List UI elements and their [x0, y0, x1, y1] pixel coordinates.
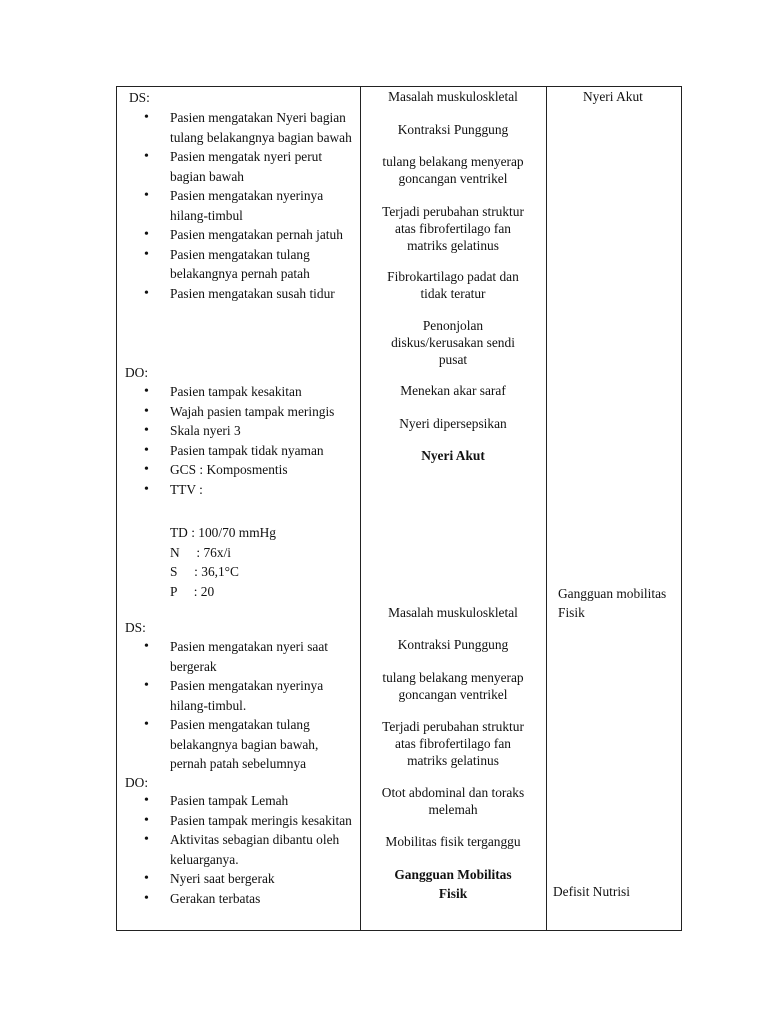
list-item: • Pasien tampak kesakitan	[117, 382, 360, 402]
etiology-step: Mobilitas fisik terganggu	[385, 834, 521, 849]
list-item: • Skala nyeri 3	[117, 421, 360, 441]
ds-list	[117, 637, 360, 774]
do-label: DO:	[125, 775, 149, 790]
etiology-step: Kontraksi Punggung	[397, 637, 509, 652]
list-item: • Pasien mengatakan tulang belakangnya bagian bawah, pernah patah sebelumnya	[117, 715, 360, 774]
ttv-s: S : 36,1°C	[170, 564, 239, 579]
problem-item: Gangguan mobilitas Fisik	[558, 586, 667, 620]
do-list	[117, 382, 360, 499]
list-item: • Pasien tampak tidak nyaman	[117, 441, 360, 461]
etiology-step: Nyeri dipersepsikan	[399, 416, 507, 431]
problem-column	[546, 87, 683, 930]
etiology-step: Masalah muskuloskletal	[388, 605, 518, 620]
list-item: • Gerakan terbatas	[117, 889, 360, 909]
list-item: • Pasien mengatakan nyeri saat bergerak	[117, 637, 360, 676]
list-item: • Pasien mengatakan nyerinya hilang-timbul	[117, 186, 360, 225]
do-label: DO:	[125, 365, 149, 380]
problem-item: Nyeri Akut	[583, 89, 643, 104]
etiology-step: Menekan akar saraf	[400, 383, 506, 398]
list-item: • Wajah pasien tampak meringis	[117, 402, 360, 422]
list-item: • Nyeri saat bergerak	[117, 869, 360, 889]
analysis-table	[116, 86, 682, 931]
ttv-n: N : 76x/i	[170, 545, 232, 560]
diagnosis-result: Gangguan Mobilitas Fisik	[394, 867, 512, 901]
ds-label: DS:	[125, 620, 146, 635]
data-column	[117, 87, 360, 930]
etiology-step: Fibrokartilago padat dan tidak teratur	[387, 269, 519, 301]
etiology-step: Masalah muskuloskletal	[388, 89, 518, 104]
diagnosis-result: Nyeri Akut	[421, 448, 485, 463]
list-item: • Pasien tampak meringis kesakitan	[117, 811, 360, 831]
etiology-step: tulang belakang menyerap goncangan ventrikel	[382, 154, 524, 186]
list-item: • Pasien mengatakan susah tidur	[117, 284, 360, 304]
ttv-td: TD : 100/70 mmHg	[170, 525, 277, 540]
ds-list	[117, 108, 360, 303]
etiology-step: Terjadi perubahan struktur atas fibrofertilago fan matriks gelatinus	[382, 204, 524, 253]
etiology-step: tulang belakang menyerap goncangan ventrikel	[382, 670, 524, 702]
list-item: • Pasien mengatakan Nyeri bagian tulang belakangnya bagian bawah	[117, 108, 360, 147]
ds-label: DS:	[129, 90, 150, 105]
problem-item: Defisit Nutrisi	[553, 884, 630, 899]
etiology-step: Otot abdominal dan toraks melemah	[381, 785, 525, 817]
etiology-step: Kontraksi Punggung	[397, 122, 509, 137]
list-item: • Pasien mengatakan tulang belakangnya pernah patah	[117, 245, 360, 284]
ttv-p: P : 20	[170, 584, 215, 599]
do-list	[117, 791, 360, 908]
etiology-step: Penonjolan diskus/kerusakan sendi pusat	[391, 318, 515, 367]
list-item: • Pasien mengatakan nyerinya hilang-timbul.	[117, 676, 360, 715]
list-item: • Pasien mengatak nyeri perut bagian bawah	[117, 147, 360, 186]
list-item: • Pasien mengatakan pernah jatuh	[117, 225, 360, 245]
etiology-column	[360, 87, 546, 930]
list-item: • Pasien tampak Lemah	[117, 791, 360, 811]
etiology-step: Terjadi perubahan struktur atas fibrofertilago fan matriks gelatinus	[382, 719, 524, 768]
list-item: • TTV :	[117, 480, 360, 500]
list-item: • Aktivitas sebagian dibantu oleh keluarganya.	[117, 830, 360, 869]
list-item: • GCS : Komposmentis	[117, 460, 360, 480]
